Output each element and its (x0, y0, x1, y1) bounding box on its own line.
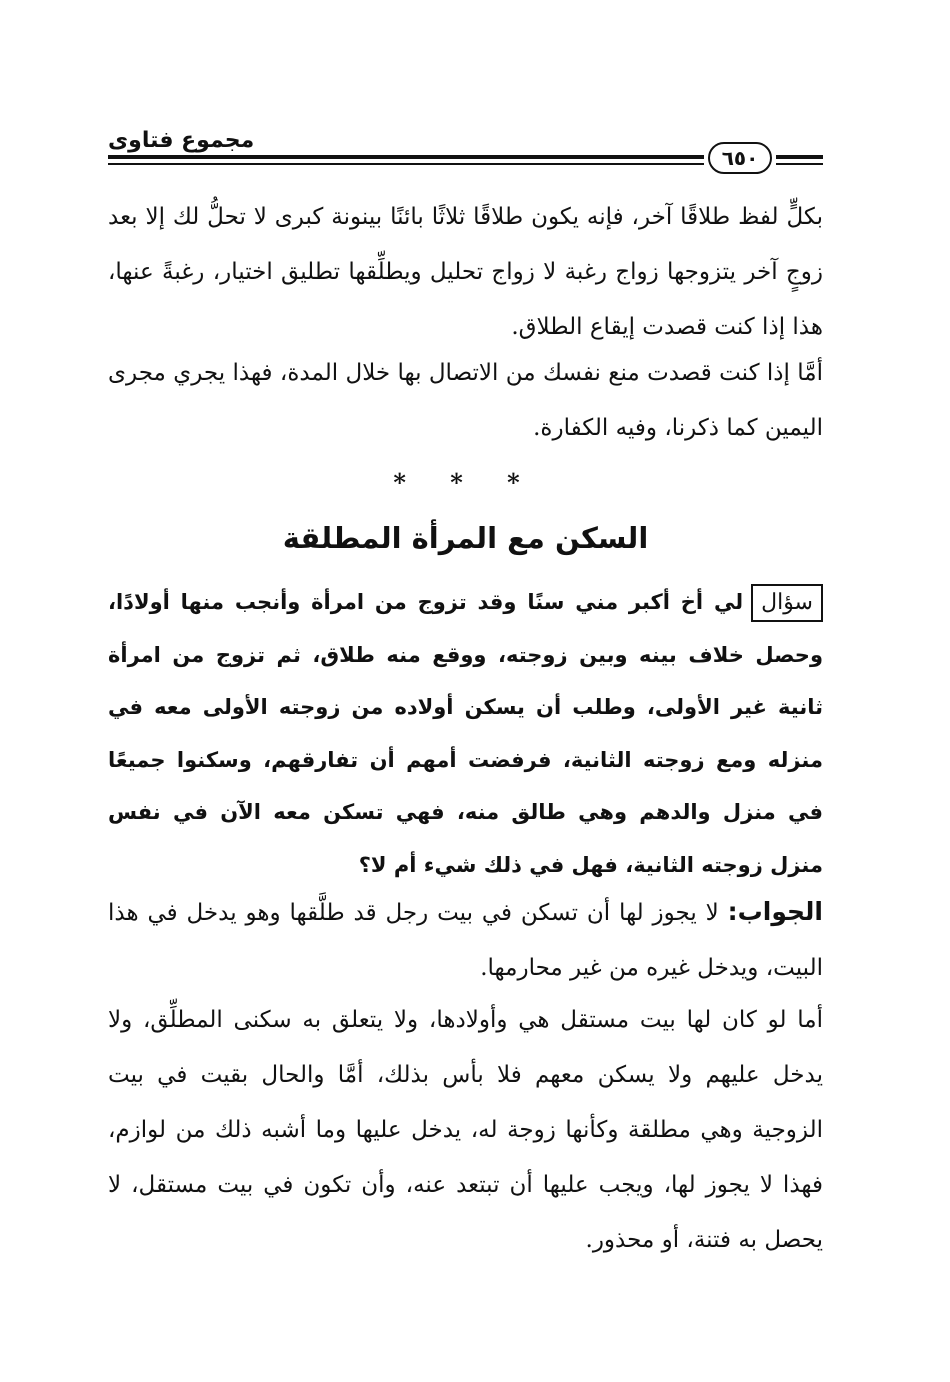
page-header (108, 126, 823, 174)
paragraph-divorce-ruling: بكلٍّ لفظ طلاقًا آخر، فإنه يكون طلاقًا ثلاثًا بائنًا بينونة كبرى لا تحلُّ لك إلا بعد زوجٍ آخر يتزوجها زواج رغبة لا زواج تحليل ويطلِّقها تطليق اختيار، رغبةً عنها، هذا إذا كنت قصدت إيقاع الطلاق. (108, 204, 823, 340)
section-separator: * * * (393, 468, 538, 497)
answer-text: لا يجوز لها أن تسكن في بيت رجل قد طلَّقها وهو يدخل في هذا البيت، ويدخل غيره من غير محارمها. (108, 900, 823, 981)
answer-paragraph (108, 884, 823, 996)
page-number: ٦٥٠ (708, 142, 772, 174)
closing-paragraph: أما لو كان لها بيت مستقل هي وأولادها، ولا يتعلق به سكنى المطلِّق، ولا يدخل عليهم ولا يسكن معهم فلا بأس بذلك، أمَّا والحال بقيت في بيت الزوجية وهي مطلقة وكأنها زوجة له، يدخل عليها وما أشبه ذلك من لوازم، فهذا لا يجوز لها، ويجب عليها أن تبتعد عنه، وأن تكون في بيت مستقل، لا يحصل به فتنة، أو محذور. (108, 1007, 823, 1253)
answer-label: الجواب: (727, 897, 823, 926)
header-rule-right-thin (776, 163, 823, 165)
section-title: السكن مع المرأة المطلقة (282, 521, 649, 555)
question-label: سؤال (751, 584, 823, 622)
question-text: لي أخ أكبر مني سنًا وقد تزوج من امرأة وأنجب منها أولادًا، وحصل خلاف بينه وبين زوجته، ووقع منه طلاق، ثم تزوج من امرأة ثانية غير الأولى، وطلب أن يسكن أولاده من زوجته الأولى معه في منزله ومع زوجته الثانية، فرفضت أمهم أن تفارقهم، وسكنوا جميعًا في منزل والدهم وهي طالق منه، فهي تسكن معه الآن في نفس منزل زوجته الثانية، فهل في ذلك شيء أم لا؟ (108, 590, 823, 877)
book-title: مجموع فتاوى (108, 128, 255, 153)
header-rule-thin (108, 163, 704, 165)
header-rule-right-thick (776, 155, 823, 159)
question-paragraph (108, 576, 823, 891)
paragraph-oath-ruling: أمَّا إذا كنت قصدت منع نفسك من الاتصال بها خلال المدة، فهذا يجري مجرى اليمين كما ذكرنا، وفيه الكفارة. (108, 360, 823, 441)
header-rule-thick (108, 155, 704, 159)
